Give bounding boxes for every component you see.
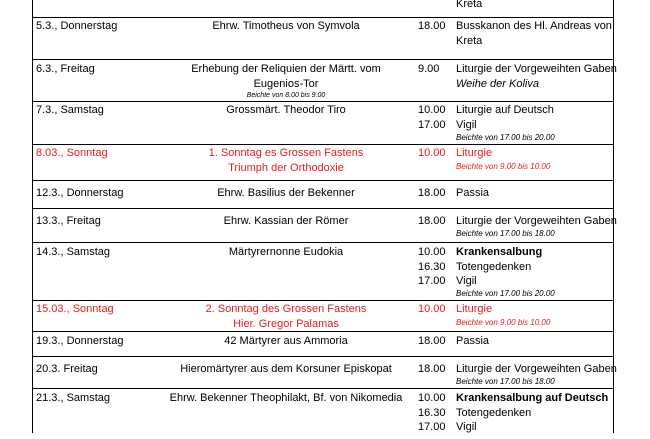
table-row: [33, 389, 613, 439]
time-cell: [416, 245, 456, 300]
table-row: [33, 18, 613, 60]
time-line: 17.00: [418, 275, 446, 287]
service-cell: [454, 19, 615, 59]
confession-note: Beichte von 9.00 bis 10.00: [456, 161, 551, 171]
service-line: Vigil: [456, 118, 477, 131]
date-cell: 5.3., Donnerstag: [36, 20, 118, 32]
time-cell: [416, 391, 456, 439]
feast-line: Ehrw. Bekenner Theophilakt, Bf. von Nikomedia: [169, 392, 403, 404]
time-cell: [416, 334, 456, 356]
confession-note: Beichte von 17.00 bis 18.00: [456, 228, 555, 238]
confession-note: Beichte von 17.00 bis 20.00: [456, 288, 555, 298]
date-cell: 12.3., Donnerstag: [36, 187, 124, 199]
feast-cell: [156, 19, 416, 59]
feast-cell: [156, 214, 416, 242]
service-cell: [454, 245, 615, 300]
confession-note: Beichte von 8.00 bis 9.00: [246, 92, 326, 99]
feast-cell: [156, 103, 416, 144]
feast-line: Erhebung der Reliquien der Märtt. vom: [191, 63, 381, 75]
service-line: Totengedenken: [456, 406, 532, 419]
time-line: 10.00: [418, 246, 446, 258]
service-line: Vigil: [456, 421, 477, 433]
service-line: Krankensalbung auf Deutsch: [456, 392, 609, 404]
time-line: 18.00: [418, 215, 446, 227]
service-cell: [454, 362, 615, 388]
service-cell: [454, 103, 615, 144]
confession-note: Beichte von 17.00 bis 18.00: [456, 376, 555, 386]
time-cell: [416, 146, 456, 180]
service-cell: [454, 334, 615, 356]
time-cell: [416, 214, 456, 242]
confession-note: Beichte von 17.00 bis 20.00: [456, 133, 555, 142]
feast-cell: [156, 391, 416, 439]
feast-line: Grossmärt. Theodor Tiro: [226, 104, 346, 116]
table-row: [33, 181, 613, 209]
time-line: 16.30: [418, 406, 446, 419]
date-cell: 7.3., Samstag: [36, 104, 104, 116]
feast-cell: [156, 302, 416, 331]
time-line: 10.00: [418, 392, 446, 404]
date-cell: 19.3., Donnerstag: [36, 335, 124, 347]
table-row: [33, 60, 617, 102]
confession-note: Beichte von 9.00 bis 10.00: [456, 317, 551, 327]
feast-line: 1. Sonntag es Grossen Fastens: [208, 147, 364, 159]
service-cell: [454, 391, 615, 439]
feast-line: Hieromärtyrer aus dem Korsuner Episkopat: [180, 363, 392, 375]
table-row: [33, 301, 613, 332]
date-cell: 13.3., Freitag: [36, 215, 101, 227]
feast-line: 42 Märtyrer aus Ammoria: [224, 335, 348, 347]
feast-line: Triumph der Orthodoxie: [228, 161, 344, 174]
table-row: [33, 243, 613, 301]
service-line: Liturgie der Vorgeweihten Gaben: [456, 215, 617, 227]
date-cell: 14.3., Samstag: [36, 246, 110, 258]
service-line: Liturgie: [456, 303, 493, 315]
time-cell: [416, 302, 456, 331]
service-cell: [454, 214, 615, 242]
service-line: Kreta: [456, 34, 483, 47]
feast-line: 2. Sonntag des Grossen Fastens: [205, 303, 367, 315]
service-line: Passia: [456, 187, 490, 199]
service-line: Krankensalbung: [456, 246, 543, 258]
time-cell: [416, 19, 456, 59]
table-row: [33, 209, 617, 243]
service-line: Liturgie: [456, 147, 493, 159]
date-cell: 15.03., Sonntag: [36, 303, 114, 315]
service-line: Liturgie der Vorgeweihten Gaben: [456, 63, 617, 75]
feast-line: Hier. Gregor Palamas: [233, 317, 339, 330]
service-line: Liturgie der Vorgeweihten Gaben: [456, 363, 617, 375]
time-line: 18.00: [418, 187, 446, 199]
feast-cell: [156, 62, 416, 101]
service-line: Weihe der Koliva: [456, 77, 539, 90]
service-cell: [454, 302, 615, 331]
table-row: [33, 145, 613, 181]
service-line: Vigil: [456, 275, 477, 287]
time-cell: [416, 362, 456, 388]
table-row: [33, 332, 613, 357]
date-cell: 20.3. Freitag: [36, 363, 98, 375]
feast-line: Ehrw. Timotheus von Symvola: [212, 20, 360, 32]
service-line: Liturgie auf Deutsch: [456, 104, 554, 116]
service-cell: [454, 62, 615, 101]
date-cell: 8.03., Sonntag: [36, 147, 108, 159]
service-cell: [454, 146, 615, 180]
date-cell: 6.3., Freitag: [36, 63, 95, 75]
time-cell: [416, 186, 456, 208]
service-line: Passia: [456, 335, 490, 347]
service-line: Kreta: [456, 0, 483, 10]
date-cell: 21.3., Samstag: [36, 392, 110, 404]
service-cell: [454, 0, 615, 17]
feast-line: Ehrw. Kassian der Römer: [223, 215, 349, 227]
time-line: 17.00: [418, 421, 446, 433]
service-line: Busskanon des Hl. Andreas von: [456, 20, 612, 32]
feast-cell: [156, 146, 416, 180]
time-cell: [416, 103, 456, 144]
feast-line: Ehrw. Basilius der Bekenner: [217, 187, 355, 199]
time-line: 18.00: [418, 335, 446, 347]
feast-cell: [156, 245, 416, 300]
service-line: Totengedenken: [456, 260, 532, 273]
service-cell: [454, 186, 615, 208]
time-line: 18.00: [418, 363, 446, 375]
feast-line: Eugenios-Tor: [253, 77, 319, 90]
feast-line: Märtyrernonne Eudokia: [228, 246, 344, 258]
feast-cell: [156, 334, 416, 356]
table-row: [33, 0, 613, 18]
time-line: 10.00: [418, 147, 446, 159]
time-line: 18.00: [418, 20, 446, 32]
time-line: 16.30: [418, 260, 446, 273]
table-row: [33, 357, 617, 389]
feast-cell: [156, 186, 416, 208]
time-line: 10.00: [418, 104, 446, 116]
feast-cell: [156, 362, 416, 388]
time-cell: [416, 62, 456, 101]
time-line: 9.00: [418, 63, 440, 75]
time-line: 10.00: [418, 303, 446, 315]
schedule-table: [32, 0, 617, 433]
time-line: 17.00: [418, 118, 446, 131]
table-row: [33, 102, 613, 145]
